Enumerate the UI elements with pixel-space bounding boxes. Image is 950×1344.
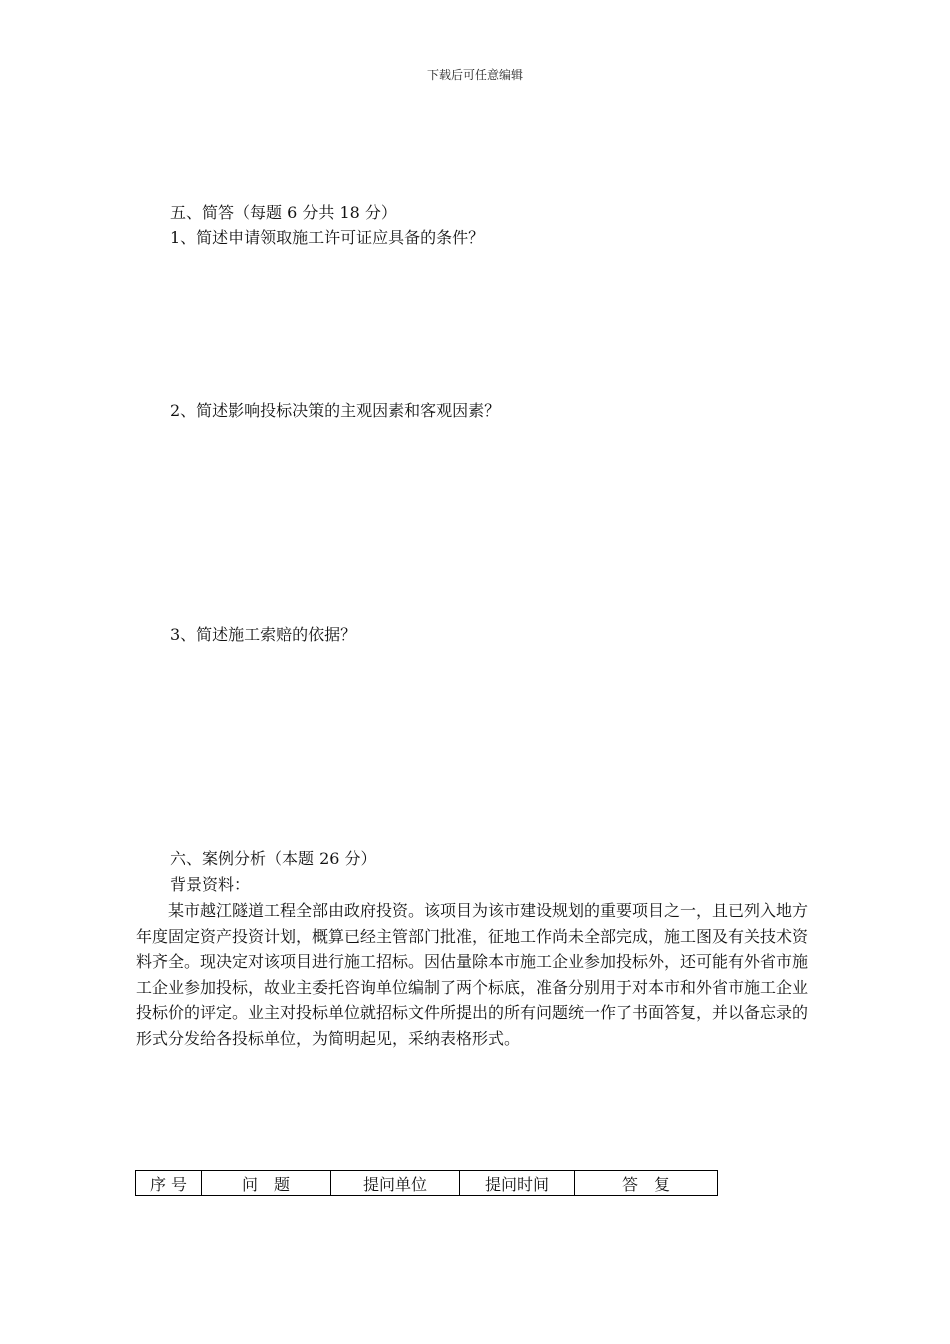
- header-cell-question: 问 题: [202, 1171, 331, 1196]
- header-cell-index: 序 号: [136, 1171, 202, 1196]
- case-paragraph: 某市越江隧道工程全部由政府投资。该项目为该市建设规划的重要项目之一，且已列入地方年度固定资产投资计划，概算已经主管部门批准，征地工作尚未全部完成，施工图及有关技术资料齐全。现决定对该项目进行施工招标。因估量除本市施工企业参加投标外，还可能有外省市施工企业参加投标，故业主委托咨询单位编制了两个标底，准备分别用于对本市和外省市施工企业投标价的评定。业主对投标单位就招标文件所提出的所有问题统一作了书面答复，并以备忘录的形式分发给各投标单位，为简明起见，采纳表格形式。: [136, 901, 809, 1048]
- section-5-title: 五、简答（每题 6 分共 18 分）: [170, 203, 397, 222]
- question-1: 1、简述申请领取施工许可证应具备的条件？: [170, 228, 485, 247]
- page-header: 下载后可任意编辑: [426, 68, 523, 82]
- header-cell-answer: 答 复: [575, 1171, 718, 1196]
- question-table: [135, 1170, 718, 1196]
- question-3: 3、简述施工索赔的依据？: [170, 625, 357, 644]
- question-2: 2、简述影响投标决策的主观因素和客观因素？: [170, 401, 501, 420]
- table-header-row: [136, 1171, 718, 1196]
- header-cell-time: 提问时间: [460, 1171, 575, 1196]
- background-label: 背景资料：: [170, 875, 251, 894]
- header-cell-unit: 提问单位: [331, 1171, 460, 1196]
- section-6-title: 六、案例分析（本题 26 分）: [170, 849, 377, 868]
